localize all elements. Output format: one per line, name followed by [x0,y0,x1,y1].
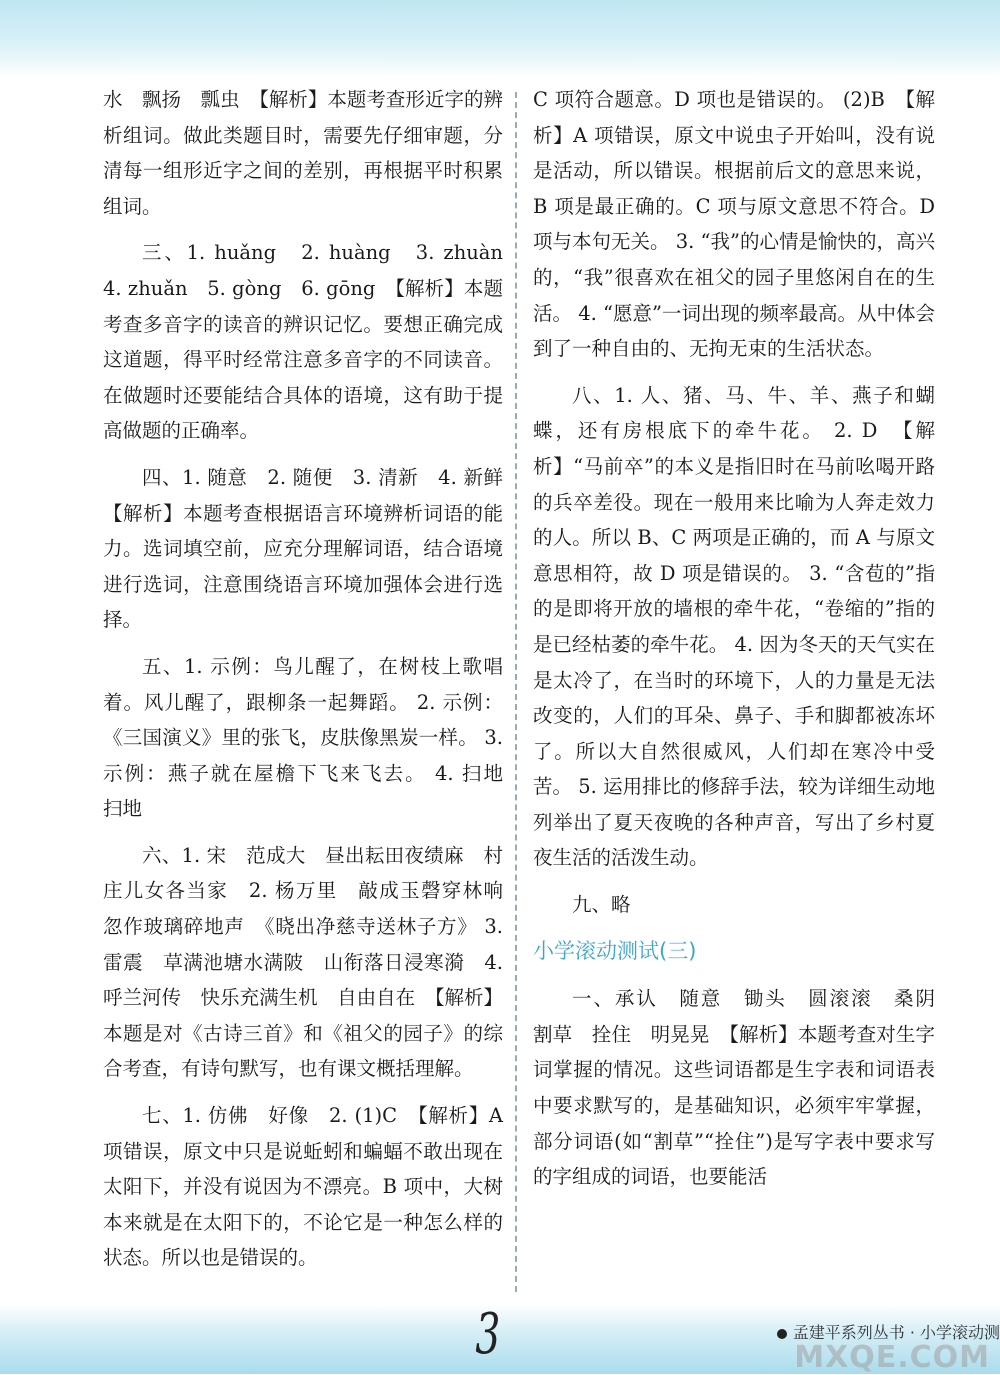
top-decorative-band [0,0,1000,78]
answer-paragraph: 八、1. 人、猪、马、牛、羊、燕子和蝴蝶，还有房根底下的牵牛花。 2. D 【解析】“马前卒”的本义是指旧时在马前吆喝开路的兵卒差役。现在一般用来比喻为人奔走效力的人。所以 B、C 两项是正确的，而 A 与原文意思相符，故 D 项是错误的。 3. “含苞的”指的是即将开放的墙根的牵牛花，“卷缩的”指的是已经枯萎的牵牛花。 4. 因为冬天的天气实在是太冷了，在当时的环境下，人的力量是无法改变的，人们的耳朵、鼻子、手和脚都被冻坏了。所以大自然很威风，人们却在寒冷中受苦。 5. 运用排比的修辞手法，较为详细生动地列举出了夏天夜晚的各种声音，写出了乡村夏夜生活的活泼生动。 [533,383,935,870]
answer-paragraph: C 项符合题意。D 项也是错误的。 (2)B 【解析】A 项错误，原文中说虫子开始叫，没有说是活动，所以错误。根据前后文的意思来说，B 项是最正确的。C 项与原文意思不符合。D 项与本句无关。 3. “我”的心情是愉快的，高兴的，“我”很喜欢在祖父的园子里悠闲自在的生活。 4. “愿意”一词出现的频率最高。从中体会到了一种自由的、无拘无束的生活状态。 [533,88,935,361]
footer-text: 孟建平系列丛书 · 小学滚动测 [792,1323,1000,1342]
bullet-icon [777,1329,787,1339]
answer-paragraph: 三、1. huǎng 2. huàng 3. zhuàn 4. zhuǎn 5. gòng 6. gōng 【解析】本题考查多音字的读音的辨识记忆。要想正确完成这道题，得平时经常注意多音字的不同读音。在做题时还要能结合具体的语境，这有助于提高做题的正确率。 [103,241,523,443]
answer-paragraph: 九、略 [572,893,631,917]
right-column [533,82,955,1206]
answer-paragraph: 一、承认 随意 锄头 圆滚滚 桑阴 割草 拴住 明晃晃 【解析】本题考查对生字词掌握的情况。这些词语都是生字表和词语表中要求默写的，是基础知识，必须牢牢掌握，部分词语(如“割草”“拴住”)是写字表中要求写的字组成的词语，也要能活 [533,987,955,1189]
answer-paragraph: 五、1. 示例：鸟儿醒了，在树枝上歌唱着。风儿醒了，跟柳条一起舞蹈。 2. 示例：《三国演义》里的张飞，皮肤像黑炭一样。 3. 示例：燕子就在屋檐下飞来飞去。 4. 扫地 扫地 [103,654,523,821]
section-title: 小学滚动测试(三) [533,938,697,963]
left-column [103,82,523,1287]
page-number: 3 [475,1302,501,1367]
answer-paragraph: 七、1. 仿佛 好像 2. (1)C 【解析】A 项错误，原文中只是说蚯蚓和蝙蝠不敢出现在太阳下，并没有说因为不漂亮。B 项中，大树本来就是在太阳下的，不论它是一种怎么样的状态。所以也是错误的。 [103,1104,503,1270]
column-divider [515,92,517,1292]
answer-paragraph: 四、1. 随意 2. 随便 3. 清新 4. 新鲜 【解析】本题考查根据语言环境辨析词语的能力。选词填空前，应充分理解词语，结合语境进行选词，注意围绕语言环境加强体会进行选择。 [103,465,523,632]
watermark: MXQE.COM [794,1340,990,1375]
answer-paragraph: 水 飘扬 瓢虫 【解析】本题考查形近字的辨析组词。做此类题目时，需要先仔细审题，分清每一组形近字之间的差别，再根据平时积累组词。 [103,88,503,218]
answer-paragraph: 六、1. 宋 范成大 昼出耘田夜绩麻 村庄儿女各当家 2. 杨万里 敲成玉磬穿林响 忽作玻璃碎地声 《晓出净慈寺送林子方》 3. 雷震 草满池塘水满陂 山衔落日浸寒漪 4. 呼兰河传 快乐充满生机 自由自在 【解析】本题是对《古诗三首》和《祖父的园子》的综合考查，有诗句默写，也有课文概括理解。 [103,843,523,1081]
